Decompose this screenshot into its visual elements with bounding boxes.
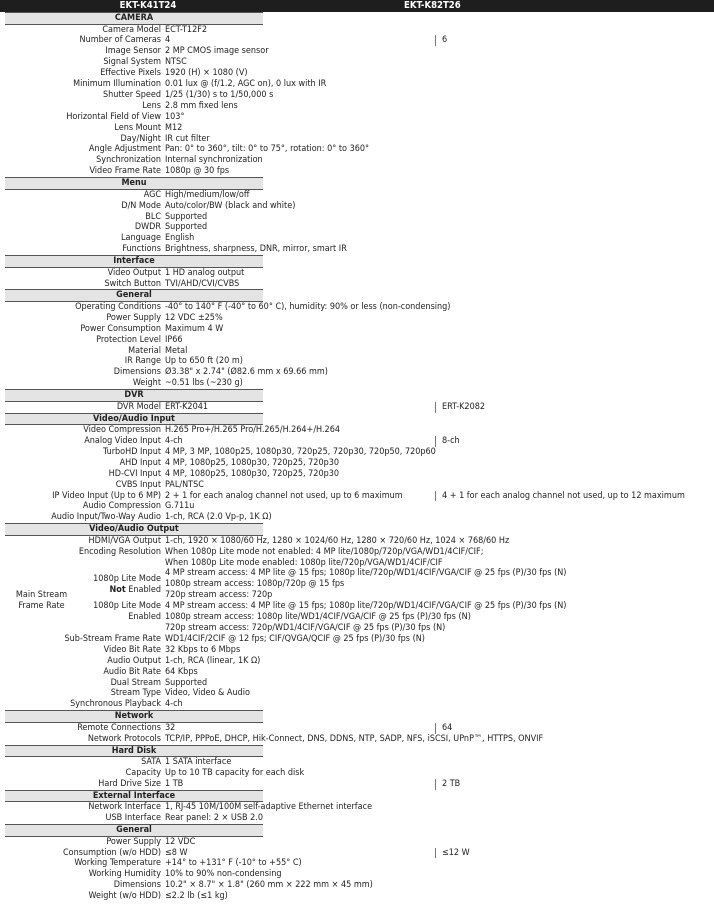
spec-label: Number of Cameras <box>79 35 161 46</box>
spec-value: M12 <box>165 122 183 133</box>
spec-value: 32 Kbps to 6 Mbps <box>165 644 241 655</box>
spec-row <box>0 491 714 502</box>
spec-value-alt: When 1080p Lite mode enabled: 1080p lite/720p/VGA/WD1/4CIF/CIF <box>165 557 443 568</box>
spec-row <box>0 447 714 458</box>
spec-label: Lens <box>142 100 161 111</box>
spec-label: Synchronous Playback <box>70 699 161 710</box>
spec-value: Supported <box>165 677 208 688</box>
spec-label: Minimum Illumination <box>73 79 161 90</box>
stream-line: 720p stream access: 720p <box>165 590 273 601</box>
spec-value: 1, RJ-45 10M/100M self-adaptive Ethernet interface <box>165 802 373 813</box>
spec-row <box>0 68 714 79</box>
spec-value: 4-ch <box>165 699 183 710</box>
spec-value-alt: 4 + 1 for each analog channel not used, up to 12 maximum <box>435 491 685 502</box>
spec-label: Functions <box>122 244 161 255</box>
section-header: Hard Disk <box>5 745 263 758</box>
spec-value: 4 MP, 1080p25, 1080p30, 720p25, 720p30 <box>165 457 340 468</box>
spec-value: 1/25 (1/30) s to 1/50,000 s <box>165 89 274 100</box>
spec-value: 1-ch, RCA (linear, 1K Ω) <box>165 655 261 666</box>
spec-row <box>0 688 714 699</box>
spec-label: IR Range <box>124 356 161 367</box>
spec-value: 1-ch, RCA (2.0 Vp-p, 1K Ω) <box>165 512 272 523</box>
spec-row <box>0 134 714 145</box>
spec-value: TCP/IP, PPPoE, DHCP, Hik-Connect, DNS, DDNS, NTP, SADP, NFS, iSCSI, UPnP™, HTTPS, ONVIF <box>165 733 544 744</box>
spec-label: Power Consumption <box>80 323 161 334</box>
spec-label: Hard Drive Size <box>98 778 161 789</box>
spec-value: Internal synchronization <box>165 155 263 166</box>
spec-label: Video Output <box>107 267 161 278</box>
lite-not-enabled <box>83 568 566 601</box>
spec-label: Lens Mount <box>114 122 161 133</box>
model-2: EKT-K82T26 <box>404 0 461 11</box>
section-header: Interface <box>5 255 263 268</box>
spec-value: Maximum 4 W <box>165 323 224 334</box>
spec-label: SATA <box>141 757 161 768</box>
spec-row <box>0 144 714 155</box>
spec-value: 103° <box>165 111 185 122</box>
spec-label: Protection Level <box>96 334 161 345</box>
spec-row <box>0 667 714 678</box>
spec-value: High/medium/low/off <box>165 189 250 200</box>
spec-value: IR cut filter <box>165 133 210 144</box>
spec-row <box>0 244 714 255</box>
spec-row <box>0 57 714 68</box>
spec-row <box>0 201 714 212</box>
spec-value-alt: ≤12 W <box>435 848 470 859</box>
spec-row <box>0 367 714 378</box>
spec-row <box>0 335 714 346</box>
stream-line: 4 MP stream access: 4 MP lite @ 15 fps; 1080p lite/720p/WD1/4CIF/VGA/CIF @ 25 fps (P)/30 fps (N) <box>165 568 567 579</box>
stream-line: 4 MP stream access: 4 MP lite @ 15 fps; 1080p lite/720p/WD1/4CIF/VGA/CIF @ 25 fps (P)/30 fps (N) <box>165 601 567 612</box>
spec-label: DVR Model <box>116 401 161 412</box>
spec-row <box>0 90 714 101</box>
spec-label: Video Bit Rate <box>103 644 161 655</box>
section-header: General <box>5 289 263 302</box>
spec-row <box>0 802 714 813</box>
spec-value: TVI/AHD/CVI/CVBS <box>165 278 240 289</box>
spec-label: Video Frame Rate <box>89 166 161 177</box>
spec-label: Network Interface <box>88 802 161 813</box>
spec-value: G.711u <box>165 501 195 512</box>
spec-row <box>0 501 714 512</box>
spec-value: 4 MP, 1080p25, 1080p30, 720p25, 720p30 <box>165 468 340 479</box>
spec-label: Shutter Speed <box>102 89 161 100</box>
spec-label: Audio Output <box>107 655 161 666</box>
stream-line: 720p stream access: 720p/WD1/4CIF/VGA/CIF @ 25 fps (P)/30 fps (N) <box>165 623 446 633</box>
main-stream-block <box>0 568 714 633</box>
spec-label: Signal System <box>103 57 161 68</box>
section-header: Menu <box>5 177 263 190</box>
spec-value: 4 <box>165 35 171 46</box>
spec-row <box>0 547 714 569</box>
spec-value: 12 VDC <box>165 836 196 847</box>
spec-label: Audio Bit Rate <box>103 666 161 677</box>
model-1: EKT-K41T24 <box>119 0 177 11</box>
section-header: External Interface <box>5 790 263 803</box>
spec-row <box>0 212 714 223</box>
spec-label: Dimensions <box>113 880 161 891</box>
spec-row <box>0 678 714 689</box>
spec-row <box>0 512 714 523</box>
spec-value: Pan: 0° to 360°, tilt: 0° to 75°, rotation: 0° to 360° <box>165 144 370 155</box>
spec-row <box>0 480 714 491</box>
spec-value-stack <box>165 547 483 569</box>
lite-label-b: 1080p Lite Mode <box>93 601 161 612</box>
spec-value: 32 <box>165 722 176 733</box>
section-header: General <box>5 824 263 837</box>
spec-label: Remote Connections <box>77 722 161 733</box>
spec-label: Capacity <box>125 767 161 778</box>
spec-value-alt: 8-ch <box>435 436 460 447</box>
spec-row <box>0 656 714 667</box>
spec-row <box>0 356 714 367</box>
spec-part-1 <box>0 12 714 568</box>
spec-row <box>0 768 714 779</box>
spec-row <box>0 346 714 357</box>
spec-label: Horizontal Field of View <box>66 111 161 122</box>
spec-value: 10% to 90% non-condensing <box>165 869 282 880</box>
spec-value: PAL/NTSC <box>165 479 204 490</box>
spec-row <box>0 324 714 335</box>
section-header: DVR <box>5 389 263 402</box>
spec-value: Supported <box>165 211 208 222</box>
spec-row <box>0 35 714 46</box>
spec-row <box>0 313 714 324</box>
spec-value: Video, Video & Audio <box>165 688 250 699</box>
spec-label: Dimensions <box>113 367 161 378</box>
spec-row <box>0 25 714 36</box>
spec-value: ERT-K2041 <box>165 401 209 412</box>
spec-value: 2.8 mm fixed lens <box>165 100 238 111</box>
spec-label: TurboHD Input <box>103 446 161 457</box>
spec-label: Language <box>121 233 161 244</box>
spec-value: 64 Kbps <box>165 666 198 677</box>
spec-label: Switch Button <box>104 278 161 289</box>
spec-label: Weight (w/o HDD) <box>88 891 161 902</box>
section-header: Network <box>5 710 263 723</box>
section-header: CAMERA <box>5 12 263 25</box>
spec-label: Network Protocols <box>87 733 161 744</box>
spec-value: 1 HD analog output <box>165 267 245 278</box>
spec-value: ~0.51 lbs (~230 g) <box>165 378 243 389</box>
spec-value: 0.01 lux @ (f/1.2, AGC on), 0 lux with IR <box>165 79 327 90</box>
stream-line: 1080p stream access: 1080p lite/WD1/4CIF/VGA/CIF @ 25 fps (P)/30 fps (N) <box>165 612 471 623</box>
spec-value: -40° to 140° F (-40° to 60° C), humidity: 90% or less (non-condensing) <box>165 301 451 312</box>
spec-value: 10.2" × 8.7" × 1.8" (260 mm × 222 mm × 45 mm) <box>165 880 373 891</box>
spec-value-alt: 64 <box>435 723 452 734</box>
spec-label: AHD Input <box>119 457 161 468</box>
spec-label: Power Supply <box>106 312 161 323</box>
spec-row <box>0 79 714 90</box>
spec-label: Image Sensor <box>105 46 161 57</box>
spec-label: Working Temperature <box>74 858 161 869</box>
spec-value: Up to 650 ft (20 m) <box>165 356 243 367</box>
lite-enabled-label <box>83 601 165 634</box>
main-stream-label <box>0 568 83 633</box>
lite-not-enabled-label <box>83 568 165 601</box>
spec-row <box>0 190 714 201</box>
spec-row <box>0 891 714 902</box>
spec-label: HD-CVI Input <box>108 468 161 479</box>
spec-label: Dual Stream <box>110 677 161 688</box>
spec-value-alt: 2 TB <box>435 779 460 790</box>
spec-label: Audio Input/Two-Way Audio <box>51 512 161 523</box>
spec-row <box>0 402 714 413</box>
spec-label: HDMI/VGA Output <box>88 535 161 546</box>
lite-not-enabled-values <box>165 568 566 601</box>
lite-label: 1080p Lite Mode <box>93 574 161 585</box>
spec-label: Camera Model <box>102 24 161 35</box>
spec-label: D/N Mode <box>121 200 161 211</box>
spec-row <box>0 279 714 290</box>
spec-label: DWDR <box>134 222 161 233</box>
spec-label: BLC <box>145 211 161 222</box>
not-label: Not <box>109 585 126 596</box>
spec-row <box>0 155 714 166</box>
spec-row <box>0 302 714 313</box>
main-stream-modes <box>83 568 566 633</box>
spec-label: Video Compression <box>83 425 161 436</box>
spec-label: Weight <box>132 378 161 389</box>
spec-value: ≤8 W <box>165 847 188 858</box>
spec-label: Operating Conditions <box>75 301 161 312</box>
spec-row <box>0 425 714 436</box>
enabled-label-b: Enabled <box>128 612 161 623</box>
spec-label: CVBS Input <box>115 479 161 490</box>
lite-enabled-values <box>165 601 566 634</box>
spec-label: IP Video Input (Up to 6 MP) <box>52 490 161 501</box>
spec-value: 2 + 1 for each analog channel not used, up to 6 maximum <box>165 490 403 501</box>
spec-row <box>0 645 714 656</box>
main-stream-label-1: Main Stream <box>15 590 68 601</box>
spec-value: Supported <box>165 222 208 233</box>
spec-part-2 <box>0 634 714 902</box>
spec-value: 4 MP, 3 MP, 1080p25, 1080p30, 720p25, 720p30, 720p50, 720p60 <box>165 446 436 457</box>
spec-label: Day/Night <box>120 133 161 144</box>
spec-row <box>0 723 714 734</box>
spec-label: Encoding Resolution <box>78 546 161 557</box>
spec-row <box>0 112 714 123</box>
spec-row <box>0 880 714 891</box>
spec-row <box>0 634 714 645</box>
spec-row <box>0 268 714 279</box>
spec-label: Power Supply <box>106 836 161 847</box>
spec-label: Material <box>128 345 161 356</box>
spec-row <box>0 166 714 177</box>
spec-row <box>0 123 714 134</box>
spec-value: ≤2.2 lb (≤1 kg) <box>165 891 228 902</box>
spec-row <box>0 469 714 480</box>
spec-label: Synchronization <box>96 155 161 166</box>
spec-label: Working Humidity <box>88 869 161 880</box>
main-stream-label-2: Frame Rate <box>18 601 65 612</box>
spec-value: Auto/color/BW (black and white) <box>165 200 296 211</box>
spec-value: 2 MP CMOS image sensor <box>165 46 269 57</box>
spec-row <box>0 378 714 389</box>
spec-value: WD1/4CIF/2CIF @ 12 fps; CIF/QVGA/QCIF @ 25 fps (P)/30 fps (N) <box>165 633 425 644</box>
spec-row <box>0 46 714 57</box>
model-header <box>0 0 714 12</box>
spec-row <box>0 458 714 469</box>
spec-row <box>0 869 714 880</box>
spec-row <box>0 837 714 848</box>
section-header: Video/Audio Output <box>5 523 263 536</box>
spec-value: Rear panel: 2 × USB 2.0 <box>165 813 263 824</box>
spec-value: Brightness, sharpness, DNR, mirror, smart IR <box>165 244 347 255</box>
spec-label: Stream Type <box>110 688 161 699</box>
spec-value: Ø3.38" x 2.74" (Ø82.6 mm x 69.66 mm) <box>165 367 328 378</box>
spec-value: 1 TB <box>165 778 184 789</box>
spec-value-alt: 6 <box>435 35 447 46</box>
spec-row <box>0 436 714 447</box>
spec-row <box>0 699 714 710</box>
spec-value: Up to 10 TB capacity for each disk <box>165 767 305 778</box>
spec-value: 1080p @ 30 fps <box>165 166 230 177</box>
spec-value: English <box>165 233 195 244</box>
lite-enabled <box>83 601 566 634</box>
spec-value: 1920 (H) × 1080 (V) <box>165 68 248 79</box>
spec-label: USB Interface <box>105 813 161 824</box>
spec-row <box>0 222 714 233</box>
spec-value: 12 VDC ±25% <box>165 312 223 323</box>
spec-row <box>0 734 714 745</box>
spec-label: Angle Adjustment <box>88 144 161 155</box>
enabled-label: Enabled <box>125 585 161 596</box>
stream-line: 1080p stream access: 1080p/720p @ 15 fps <box>165 579 345 590</box>
spec-row <box>0 813 714 824</box>
spec-row <box>0 848 714 859</box>
spec-value: H.265 Pro+/H.265 Pro/H.265/H.264+/H.264 <box>165 425 341 436</box>
spec-row <box>0 779 714 790</box>
section-header: Video/Audio Input <box>5 413 263 426</box>
spec-row <box>0 233 714 244</box>
spec-label: Analog Video Input <box>84 436 161 446</box>
spec-label: AGC <box>143 189 161 200</box>
spec-value: 1-ch, 1920 × 1080/60 Hz, 1280 × 1024/60 Hz, 1280 × 720/60 Hz, 1024 × 768/60 Hz <box>165 535 510 546</box>
spec-label: Effective Pixels <box>100 68 161 79</box>
spec-value-alt: ERT-K2082 <box>435 402 485 413</box>
spec-label: Sub-Stream Frame Rate <box>64 633 161 644</box>
spec-value: Metal <box>165 345 188 356</box>
spec-value: IP66 <box>165 334 183 345</box>
spec-label: Audio Compression <box>82 501 161 512</box>
spec-row <box>0 536 714 547</box>
spec-value: 4-ch <box>165 436 183 446</box>
spec-value: NTSC <box>165 57 187 68</box>
spec-row <box>0 757 714 768</box>
spec-row <box>0 101 714 112</box>
spec-value: +14° to +131° F (-10° to +55° C) <box>165 858 302 869</box>
spec-value: ECT-T12F2 <box>165 24 208 35</box>
spec-value: 1 SATA interface <box>165 757 232 768</box>
spec-row <box>0 858 714 869</box>
spec-label: Consumption (w/o HDD) <box>63 847 161 858</box>
spec-value: When 1080p Lite mode not enabled: 4 MP lite/1080p/720p/VGA/WD1/4CIF/CIF; <box>165 546 484 557</box>
